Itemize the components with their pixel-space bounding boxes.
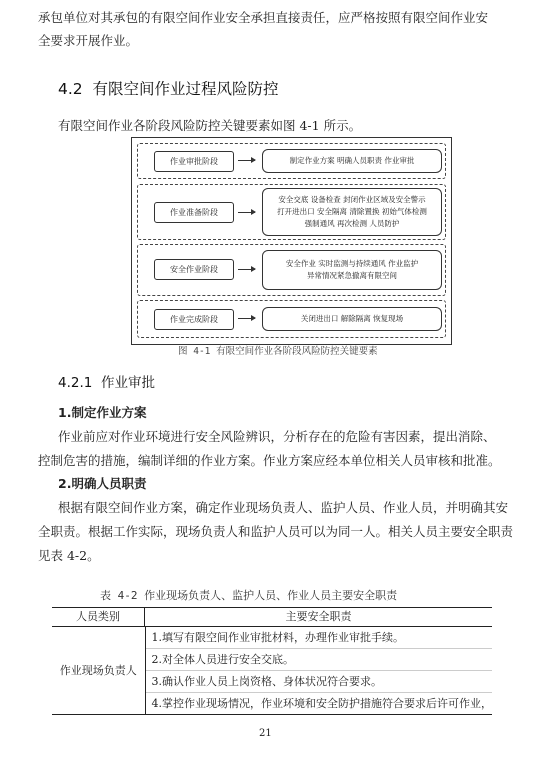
action-line: 关闭进出口 解除隔离 恢复现场: [300, 314, 404, 323]
figure-caption: 图 4-1 有限空间作业各阶段风险防控关键要素: [178, 346, 378, 357]
stage-actions-preparation: [262, 188, 442, 236]
table-header-row: [52, 608, 492, 627]
table-cell-role: 作业现场负责人: [52, 627, 146, 714]
arrow-icon: [238, 269, 255, 270]
action-line: 安全交底 设备检查 封闭作业区域及安全警示: [278, 195, 426, 204]
subsection-heading: [58, 371, 155, 391]
item1-heading: 1.制定作业方案: [58, 405, 147, 420]
stage-label-operation: 安全作业阶段: [154, 259, 234, 280]
arrow-icon: [238, 212, 255, 213]
section-lead: 有限空间作业各阶段风险防控关键要素如图 4-1 所示。: [58, 118, 362, 133]
stage-label-approval: 作业审批阶段: [154, 151, 234, 172]
duty-item: 1.填写有限空间作业审批材料，办理作业审批手续。: [146, 627, 493, 649]
action-line: 异常情况紧急撤离有限空间: [307, 271, 397, 280]
table-header-role: 人员类别: [52, 608, 145, 626]
subsection-title: 作业审批: [100, 375, 155, 391]
duty-item: 4.掌控作业现场情况，作业环境和安全防护措施符合要求后许可作业，: [151, 697, 492, 710]
duty-item: 2.对全体人员进行安全交底。: [146, 649, 493, 671]
item1-line-1: 作业前应对作业环境进行安全风险辨识，分析存在的危险有害因素，提出消除、: [58, 429, 496, 444]
page-number: 21: [259, 728, 272, 739]
stage-actions-completion: [262, 307, 442, 331]
stage-band-preparation: [137, 184, 446, 240]
arrow-icon: [238, 160, 255, 161]
item2-heading: 2.明确人员职责: [58, 476, 147, 491]
item2-line-2: 全职责。根据工作实际，现场负责人和监护人员可以为同一人。相关人员主要安全职责: [38, 524, 514, 539]
subsection-number: 4.2.1: [58, 375, 93, 391]
stage-label-completion: 作业完成阶段: [154, 309, 234, 330]
table-cell-duties: [146, 627, 493, 714]
duties-table: [52, 607, 492, 715]
stage-band-approval: [137, 143, 446, 179]
action-line: 制定作业方案 明确人员职责 作业审批: [289, 156, 415, 165]
stage-band-completion: [137, 300, 446, 338]
action-line: 安全作业 实时监测与持续通风 作业监护: [285, 259, 419, 268]
stage-actions-approval: [262, 149, 442, 173]
arrow-icon: [238, 318, 255, 319]
intro-line-1: 承包单位对其承包的有限空间作业安全承担直接责任，应严格按照有限空间作业安: [38, 10, 489, 25]
stage-label-preparation: 作业准备阶段: [154, 202, 234, 223]
duty-item: 3.确认作业人员上岗资格、身体状况符合要求。: [146, 671, 493, 693]
item1-line-2: 控制危害的措施，编制详细的作业方案。作业方案应经本单位相关人员审核和批准。: [38, 453, 501, 468]
action-line: 强制通风 再次检测 人员防护: [304, 219, 400, 228]
stage-band-operation: [137, 244, 446, 296]
section-title: 有限空间作业过程风险防控: [92, 80, 279, 98]
stage-actions-operation: [262, 250, 442, 290]
section-number: 4.2: [58, 80, 83, 98]
item2-line-1: 根据有限空间作业方案，确定作业现场负责人、监护人员、作业人员，并明确其安: [58, 500, 509, 515]
item2-line-3: 见表 4-2。: [38, 548, 100, 563]
intro-line-2: 全要求开展作业。: [38, 33, 139, 48]
table-header-duties: 主要安全职责: [285, 610, 352, 623]
section-heading: [58, 77, 279, 99]
table-row: [52, 627, 492, 714]
table-caption: 表 4-2 作业现场负责人、监护人员、作业人员主要安全职责: [100, 589, 398, 602]
action-line: 打开进出口 安全隔离 清除置换 初始气体检测: [277, 207, 427, 216]
figure-4-1: [131, 137, 452, 345]
